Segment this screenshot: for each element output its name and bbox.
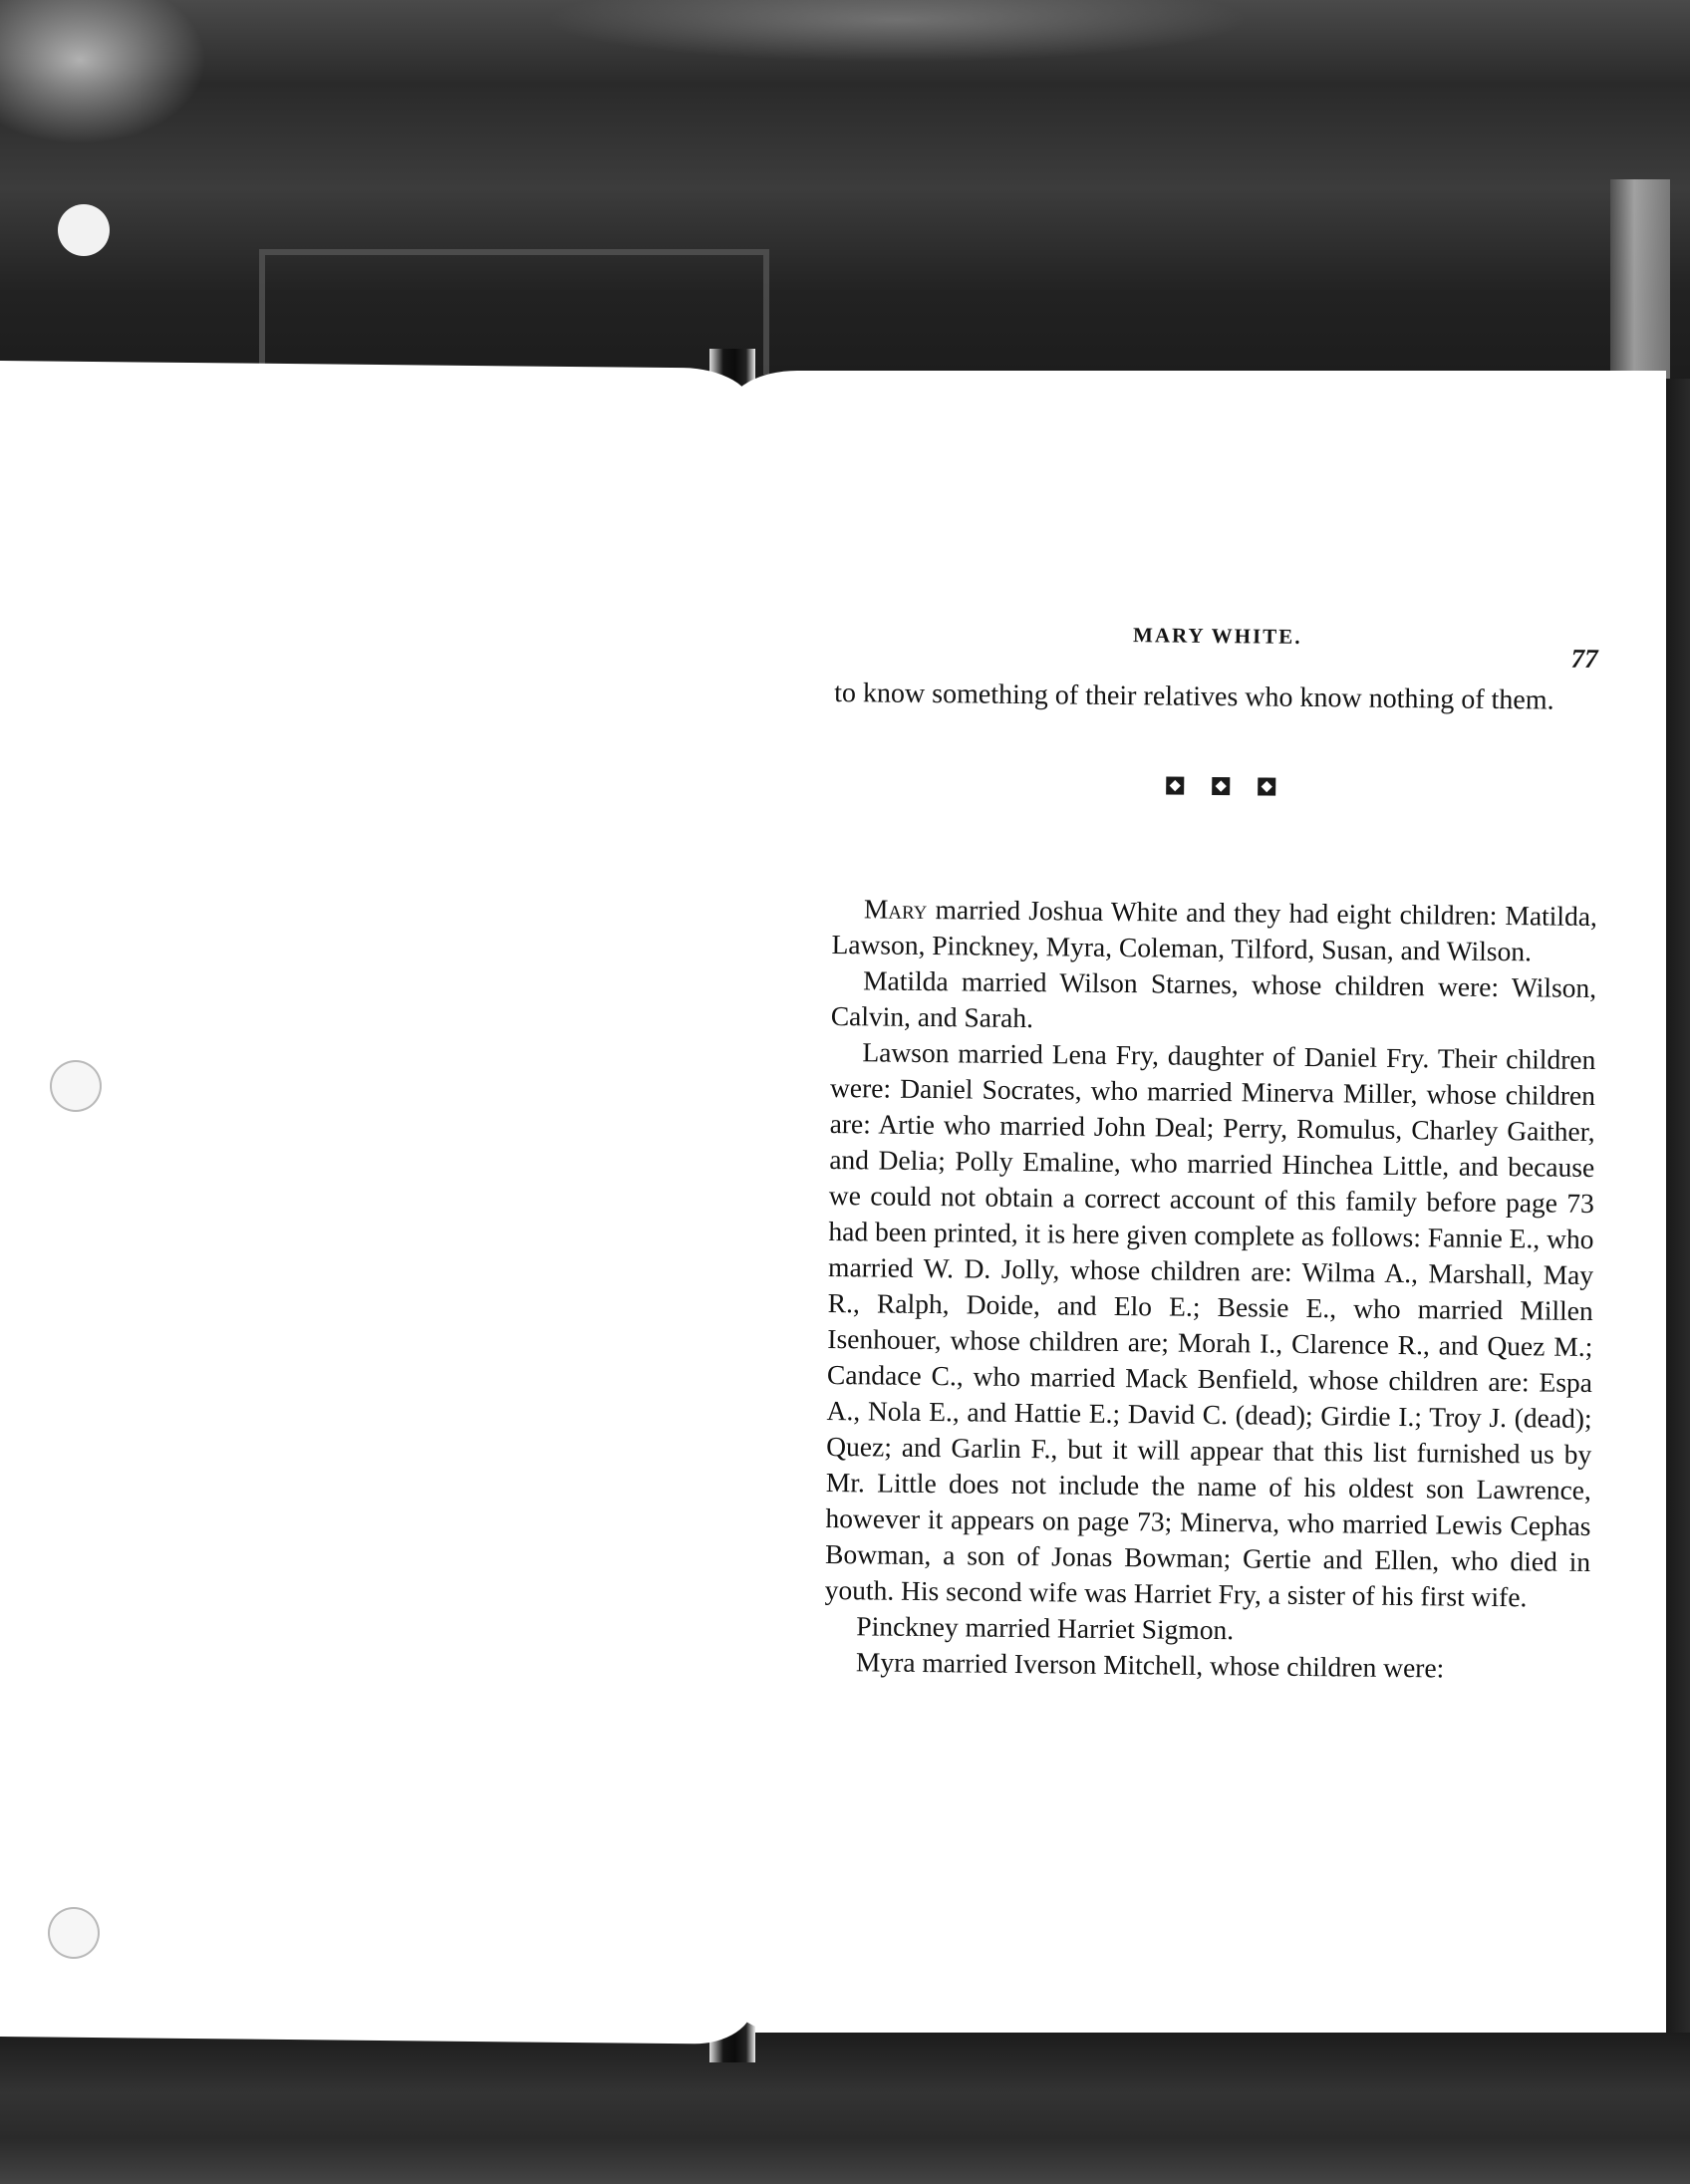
ornament-glyph-icon bbox=[1212, 777, 1230, 795]
ornament-glyph-icon bbox=[1166, 776, 1184, 794]
paragraph-lead-word: Mary bbox=[863, 893, 928, 925]
left-page-blank bbox=[0, 361, 753, 2045]
paragraph-pinckney: Pinckney married Harriet Sigmon. bbox=[856, 1610, 1235, 1646]
running-title: MARY WHITE. bbox=[1132, 623, 1302, 649]
binder-hole-bottom bbox=[48, 1907, 100, 1959]
section-ornament bbox=[833, 773, 1598, 799]
paragraph-mary bbox=[831, 891, 1597, 970]
scan-window-frame bbox=[259, 249, 769, 375]
body-text bbox=[824, 891, 1597, 1688]
page-content bbox=[824, 616, 1600, 1688]
paragraph-mary-rest: married Joshua White and they had eight children: Matilda, Lawson, Pinckney, Myra, Coleman, Tilford, Susan, and Wilson. bbox=[831, 893, 1598, 967]
paragraph-matilda: Matilda married Wilson Starnes, whose children were: Wilson, Calvin, and Sarah. bbox=[830, 964, 1597, 1034]
running-head bbox=[834, 616, 1600, 683]
paragraph-lawson: Lawson married Lena Fry, daughter of Daniel Fry. Their children were: Daniel Socrates, who married Minerva Miller, whose children are: Artie who married John Deal; Perry, Romulus, Charley Gaither, and Delia; Polly Emaline, who married Hinchea Little, and because we could not obtain a correct account of this family before page 73 had been printed, it is here given complete as follows: Fannie E., who married W. D. Jolly, whose children are: Wilma A., Marshall, May R., Ralph, Doide, and Elo E.; Bessie E., who married Millen Isenhouer, whose children are; Morah I., Clarence R., and Quez M.; Candace C., who married Mack Benfield, whose children are: Espa A., Nola E., and Hattie E.; David C. (dead); Girdie I.; Troy J. (dead); Quez; and Garlin F., but it will appear that this list furnished us by Mr. Little does not include the name of his oldest son Lawrence, however it appears on page 73; Minerva, who married Lewis Cephas Bowman, a son of Jonas Bowman; Gertie and Ellen, who died in youth. His second wife was Harriet Fry, a sister of his first wife. bbox=[824, 1036, 1596, 1613]
ornament-glyph-icon bbox=[1258, 777, 1275, 795]
paragraph-myra: Myra married Iverson Mitchell, whose children were: bbox=[855, 1646, 1445, 1684]
page-number: 77 bbox=[1570, 643, 1598, 675]
scan-top-shadow bbox=[0, 0, 1690, 418]
binder-hole-top bbox=[58, 204, 110, 256]
carry-over-text: to know something of their relatives who know nothing of them. bbox=[834, 677, 1554, 716]
scan-bottom-shadow bbox=[0, 2033, 1690, 2184]
binder-hole-middle bbox=[50, 1060, 102, 1112]
